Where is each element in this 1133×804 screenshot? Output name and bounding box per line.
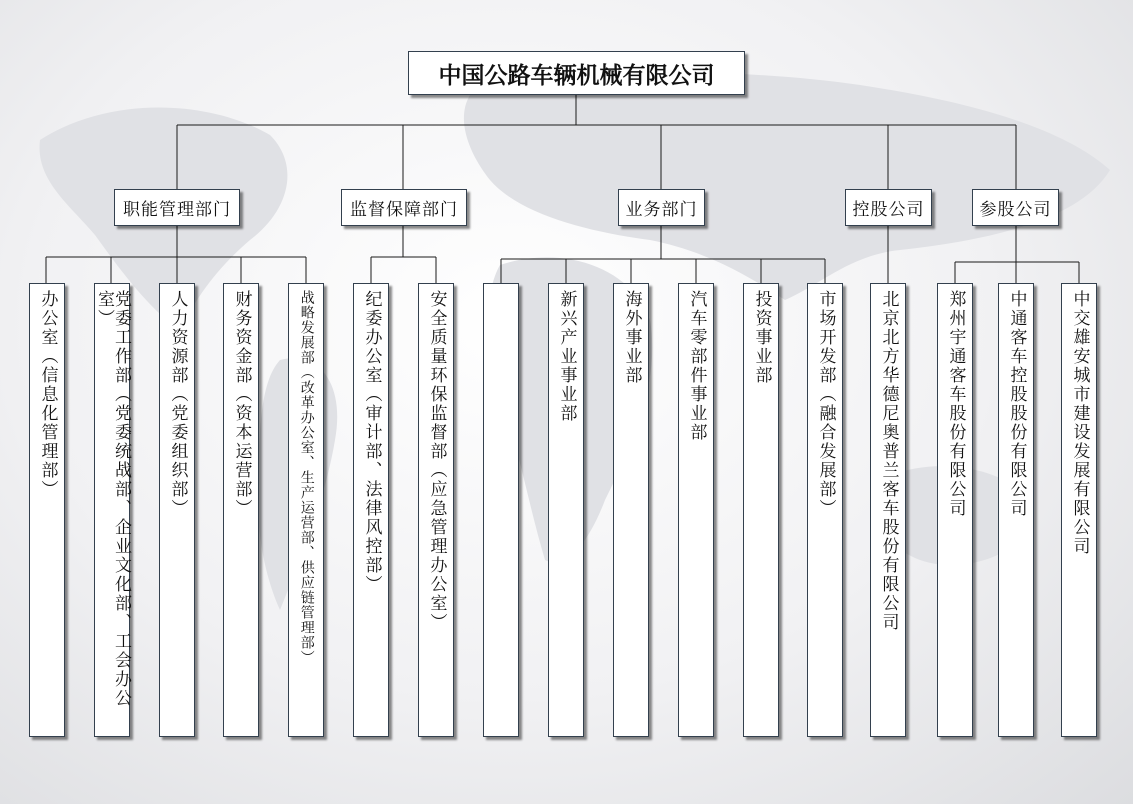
leaf-node	[807, 283, 843, 737]
leaf-label: 党委工作部（党委统战部、企业文化部、工会办公室）	[94, 290, 131, 708]
leaf-node	[223, 283, 259, 737]
group-label: 职能管理部门	[123, 200, 231, 220]
leaf-label: 新兴产业事业部	[556, 290, 577, 423]
group-label: 监督保障部门	[350, 200, 458, 220]
group-label: 参股公司	[979, 200, 1052, 220]
leaf-label: 汽车零部件事业部	[686, 290, 707, 442]
leaf-label: 人力资源部（党委组织部）	[167, 290, 188, 518]
leaf-label: 财务资金部（资本运营部）	[231, 290, 252, 518]
group-node-business	[618, 189, 705, 226]
leaf-label: 市场开发部（融合发展部）	[815, 290, 836, 518]
root-title: 中国公路车辆机械有限公司	[438, 61, 715, 89]
leaf-label: 郑州宇通客车股份有限公司	[945, 290, 966, 518]
group-node-holding	[845, 189, 932, 226]
leaf-label: 海外事业部	[621, 290, 642, 385]
leaf-label: 纪委办公室（审计部、法律风控部）	[361, 290, 382, 594]
leaf-label: 中通客车控股股份有限公司	[1006, 290, 1027, 518]
leaf-node	[1061, 283, 1097, 737]
leaf-label: 北京北方华德尼奥普兰客车股份有限公司	[878, 290, 899, 632]
leaf-node	[418, 283, 454, 737]
leaf-node	[998, 283, 1034, 737]
leaf-node	[743, 283, 779, 737]
leaf-node	[94, 283, 130, 737]
leaf-node	[548, 283, 584, 737]
leaf-label: 安全质量环保监督部（应急管理办公室）	[426, 290, 447, 632]
leaf-node	[353, 283, 389, 737]
leaf-label: 战略发展部（改革办公室、生产运营部、供应链管理部）	[298, 290, 315, 665]
group-label: 业务部门	[625, 200, 698, 220]
leaf-label: 投资事业部	[751, 290, 772, 385]
leaf-label: 中交雄安城市建设发展有限公司	[1069, 290, 1090, 556]
leaf-node	[288, 283, 324, 737]
leaf-label: 办公室（信息化管理部）	[37, 290, 58, 499]
leaf-node	[29, 283, 65, 737]
leaf-node	[678, 283, 714, 737]
leaf-node	[159, 283, 195, 737]
group-node-functional	[114, 189, 240, 226]
leaf-node	[613, 283, 649, 737]
leaf-node	[870, 283, 906, 737]
root-node	[408, 51, 745, 95]
group-label: 控股公司	[852, 200, 925, 220]
leaf-node	[483, 283, 519, 737]
leaf-node	[937, 283, 973, 737]
group-node-supervision	[341, 189, 467, 226]
group-node-shareholding	[972, 189, 1059, 226]
